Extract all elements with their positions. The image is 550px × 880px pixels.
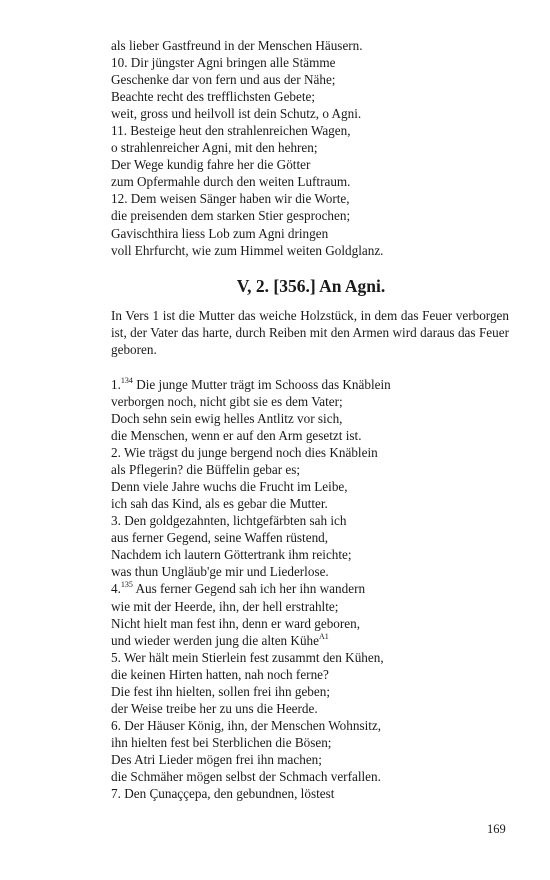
verse-line: der Weise treibe her zu uns die Heerde.	[111, 700, 318, 716]
verse-line: zum Opfermahle durch den weiten Luftraum.	[111, 174, 351, 190]
verse-line: o strahlenreicher Agni, mit den hehren;	[111, 140, 318, 156]
verse-line: die preisenden dem starken Stier gesprochen;	[111, 208, 351, 224]
verse-line: wie mit der Heerde, ihn, der hell erstrahlte;	[111, 598, 339, 614]
intro-paragraph: In Vers 1 ist die Mutter das weiche Holzstück, in dem das Feuer verborgen ist, der Vater das harte, durch Reiben mit den Armen wird daraus das Feuer geboren.	[111, 307, 509, 357]
page-number: 169	[487, 822, 506, 836]
verse-line: 7. Den Çunaççepa, den gebundnen, löstest	[111, 786, 335, 802]
verse-line: als Pflegerin? die Büffelin gebar es;	[111, 462, 301, 478]
verse-line-4	[111, 580, 511, 597]
verse-line: als lieber Gastfreund in der Menschen Häusern.	[111, 38, 363, 53]
verse-line-1	[111, 376, 511, 393]
verse-line: die keinen Hirten hatten, nah noch ferne?	[111, 666, 329, 682]
verse-line: was thun Ungläub'ge mir und Liederlose.	[111, 564, 329, 580]
footnote-ref-a1[interactable]: A1	[319, 631, 329, 641]
verse-line: Nicht hielt man fest ihn, denn er ward geboren,	[111, 615, 361, 631]
verse-line: Die fest ihn hielten, sollen frei ihn geben;	[111, 683, 330, 699]
verse-line: Der Wege kundig fahre her die Götter	[111, 157, 311, 173]
hymn-title: V, 2. [356.] An Agni.	[236, 275, 386, 296]
verse-number: 4.	[111, 581, 121, 597]
footnote-ref-135[interactable]: 135	[120, 580, 133, 590]
verse-line: 12. Dem weisen Sänger haben wir die Worte,	[111, 191, 350, 207]
verse-line: ihn hielten fest bei Sterblichen die Bösen;	[111, 734, 332, 750]
verse-block-main	[111, 376, 511, 802]
verse-line: 11. Besteige heut den strahlenreichen Wagen,	[111, 123, 351, 139]
verse-line: 3. Den goldgezahnten, lichtgefärbten sah ich	[111, 513, 347, 529]
verse-line: verborgen noch, nicht gibt sie es dem Vater;	[111, 393, 343, 409]
verse-line-kuhe	[111, 632, 511, 649]
verse-line: 10. Dir jüngster Agni bringen alle Stämme	[111, 55, 336, 71]
footnote-ref-134[interactable]: 134	[120, 375, 133, 385]
verse-text: Aus ferner Gegend sah ich her ihn wandern	[132, 581, 366, 597]
verse-block-top	[111, 37, 511, 259]
verse-line: Doch sehn sein ewig helles Antlitz vor sich,	[111, 410, 343, 426]
verse-line: Denn viele Jahre wuchs die Frucht im Leibe,	[111, 479, 348, 495]
verse-text: Die junge Mutter trägt im Schooss das Knäblein	[132, 376, 391, 392]
verse-line: weit, gross und heilvoll ist dein Schutz, o Agni.	[111, 106, 362, 122]
page-body	[111, 37, 511, 802]
verse-line: Beachte recht des trefflichsten Gebete;	[111, 89, 316, 105]
verse-line: Geschenke dar von fern und aus der Nähe;	[111, 72, 336, 88]
verse-line: Gavischthira liess Lob zum Agni dringen	[111, 225, 329, 241]
verse-line: ich sah das Kind, als es gebar die Mutter.	[111, 496, 328, 512]
verse-line: die Schmäher mögen selbst der Schmach verfallen.	[111, 768, 381, 784]
verse-line: aus ferner Gegend, seine Waffen rüstend,	[111, 530, 329, 546]
verse-line: 5. Wer hält mein Stierlein fest zusammt den Kühen,	[111, 649, 384, 665]
verse-line: Nachdem ich lautern Göttertrank ihm reichte;	[111, 547, 352, 563]
verse-line: die Menschen, wenn er auf den Arm gesetzt ist.	[111, 428, 362, 444]
verse-line: 2. Wie trägst du junge bergend noch dies Knäblein	[111, 445, 378, 461]
verse-line: Des Atri Lieder mögen frei ihn machen;	[111, 751, 322, 767]
verse-line: 6. Der Häuser König, ihn, der Menschen Wohnsitz,	[111, 717, 382, 733]
verse-text: und wieder werden jung die alten Kühe	[111, 632, 319, 648]
verse-line: voll Ehrfurcht, wie zum Himmel weiten Goldglanz.	[111, 242, 384, 258]
verse-number: 1.	[111, 376, 121, 392]
